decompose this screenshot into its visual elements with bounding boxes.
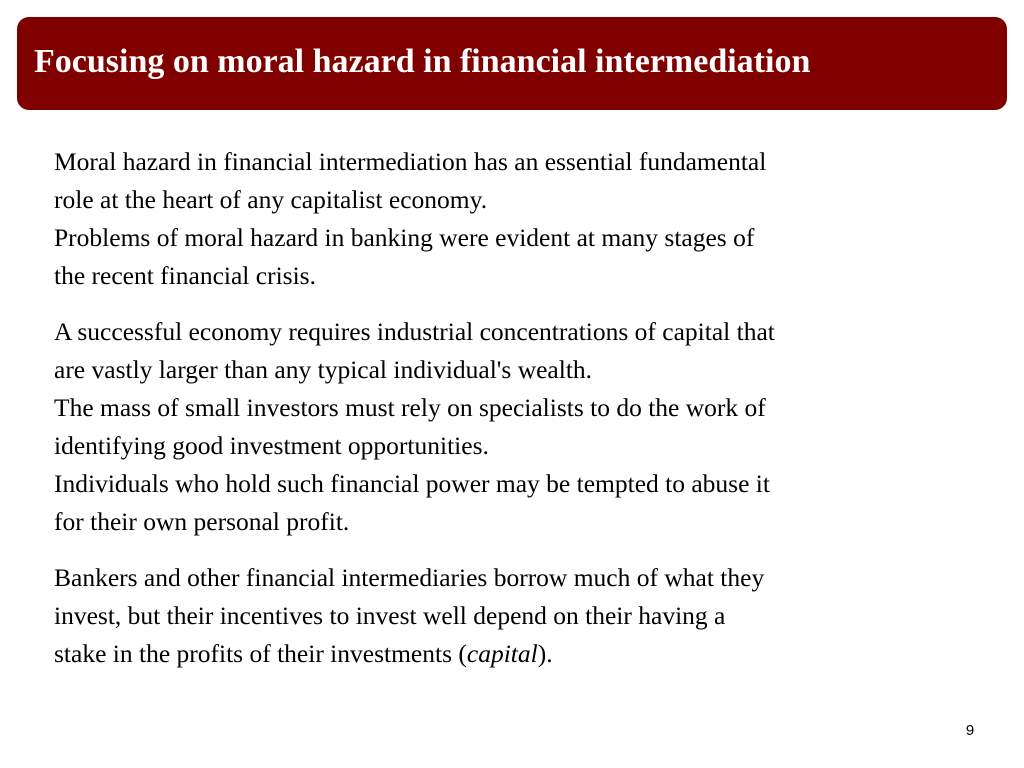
paragraph-3-line-1: A successful economy requires industrial concentrations of capital that (54, 317, 775, 346)
paragraph-4-line-1: The mass of small investors must rely on specialists to do the work of (54, 393, 766, 422)
paragraph-3-line-2: are vastly larger than any typical individual's wealth. (54, 355, 593, 384)
paragraph-6-line-1: Bankers and other financial intermediaries borrow much of what they (54, 563, 765, 592)
paragraph-6 (54, 559, 974, 673)
slide-body (54, 143, 974, 673)
paragraph-2-line-1: Problems of moral hazard in banking were evident at many stages of (54, 223, 755, 252)
paragraph-1-line-2: role at the heart of any capitalist economy. (54, 185, 488, 214)
slide-title: Focusing on moral hazard in financial intermediation (34, 42, 811, 80)
paragraph-5-line-2: for their own personal profit. (54, 507, 350, 536)
paragraph-6-line-2: invest, but their incentives to invest well depend on their having a (54, 601, 726, 630)
paragraph-6-line-3 (54, 635, 974, 673)
title-bar (17, 17, 1007, 110)
paragraph-1 (54, 143, 974, 219)
paragraph-1-line-1: Moral hazard in financial intermediation has an essential fundamental (54, 147, 767, 176)
paragraph-gap (54, 295, 974, 313)
page-number: 9 (965, 722, 975, 739)
paragraph-6-line-3-text: stake in the profits of their investments ( (54, 639, 467, 668)
paragraph-4-line-2: identifying good investment opportunities. (54, 431, 489, 460)
paragraph-4 (54, 389, 974, 465)
paragraph-6-line-3-end: ). (537, 639, 553, 668)
paragraph-5 (54, 465, 974, 541)
capital-emphasis: capital (466, 639, 538, 668)
paragraph-2-line-2: the recent financial crisis. (54, 261, 316, 290)
paragraph-3 (54, 313, 974, 389)
paragraph-gap (54, 541, 974, 559)
paragraph-5-line-1: Individuals who hold such financial power may be tempted to abuse it (54, 469, 770, 498)
paragraph-2 (54, 219, 974, 295)
